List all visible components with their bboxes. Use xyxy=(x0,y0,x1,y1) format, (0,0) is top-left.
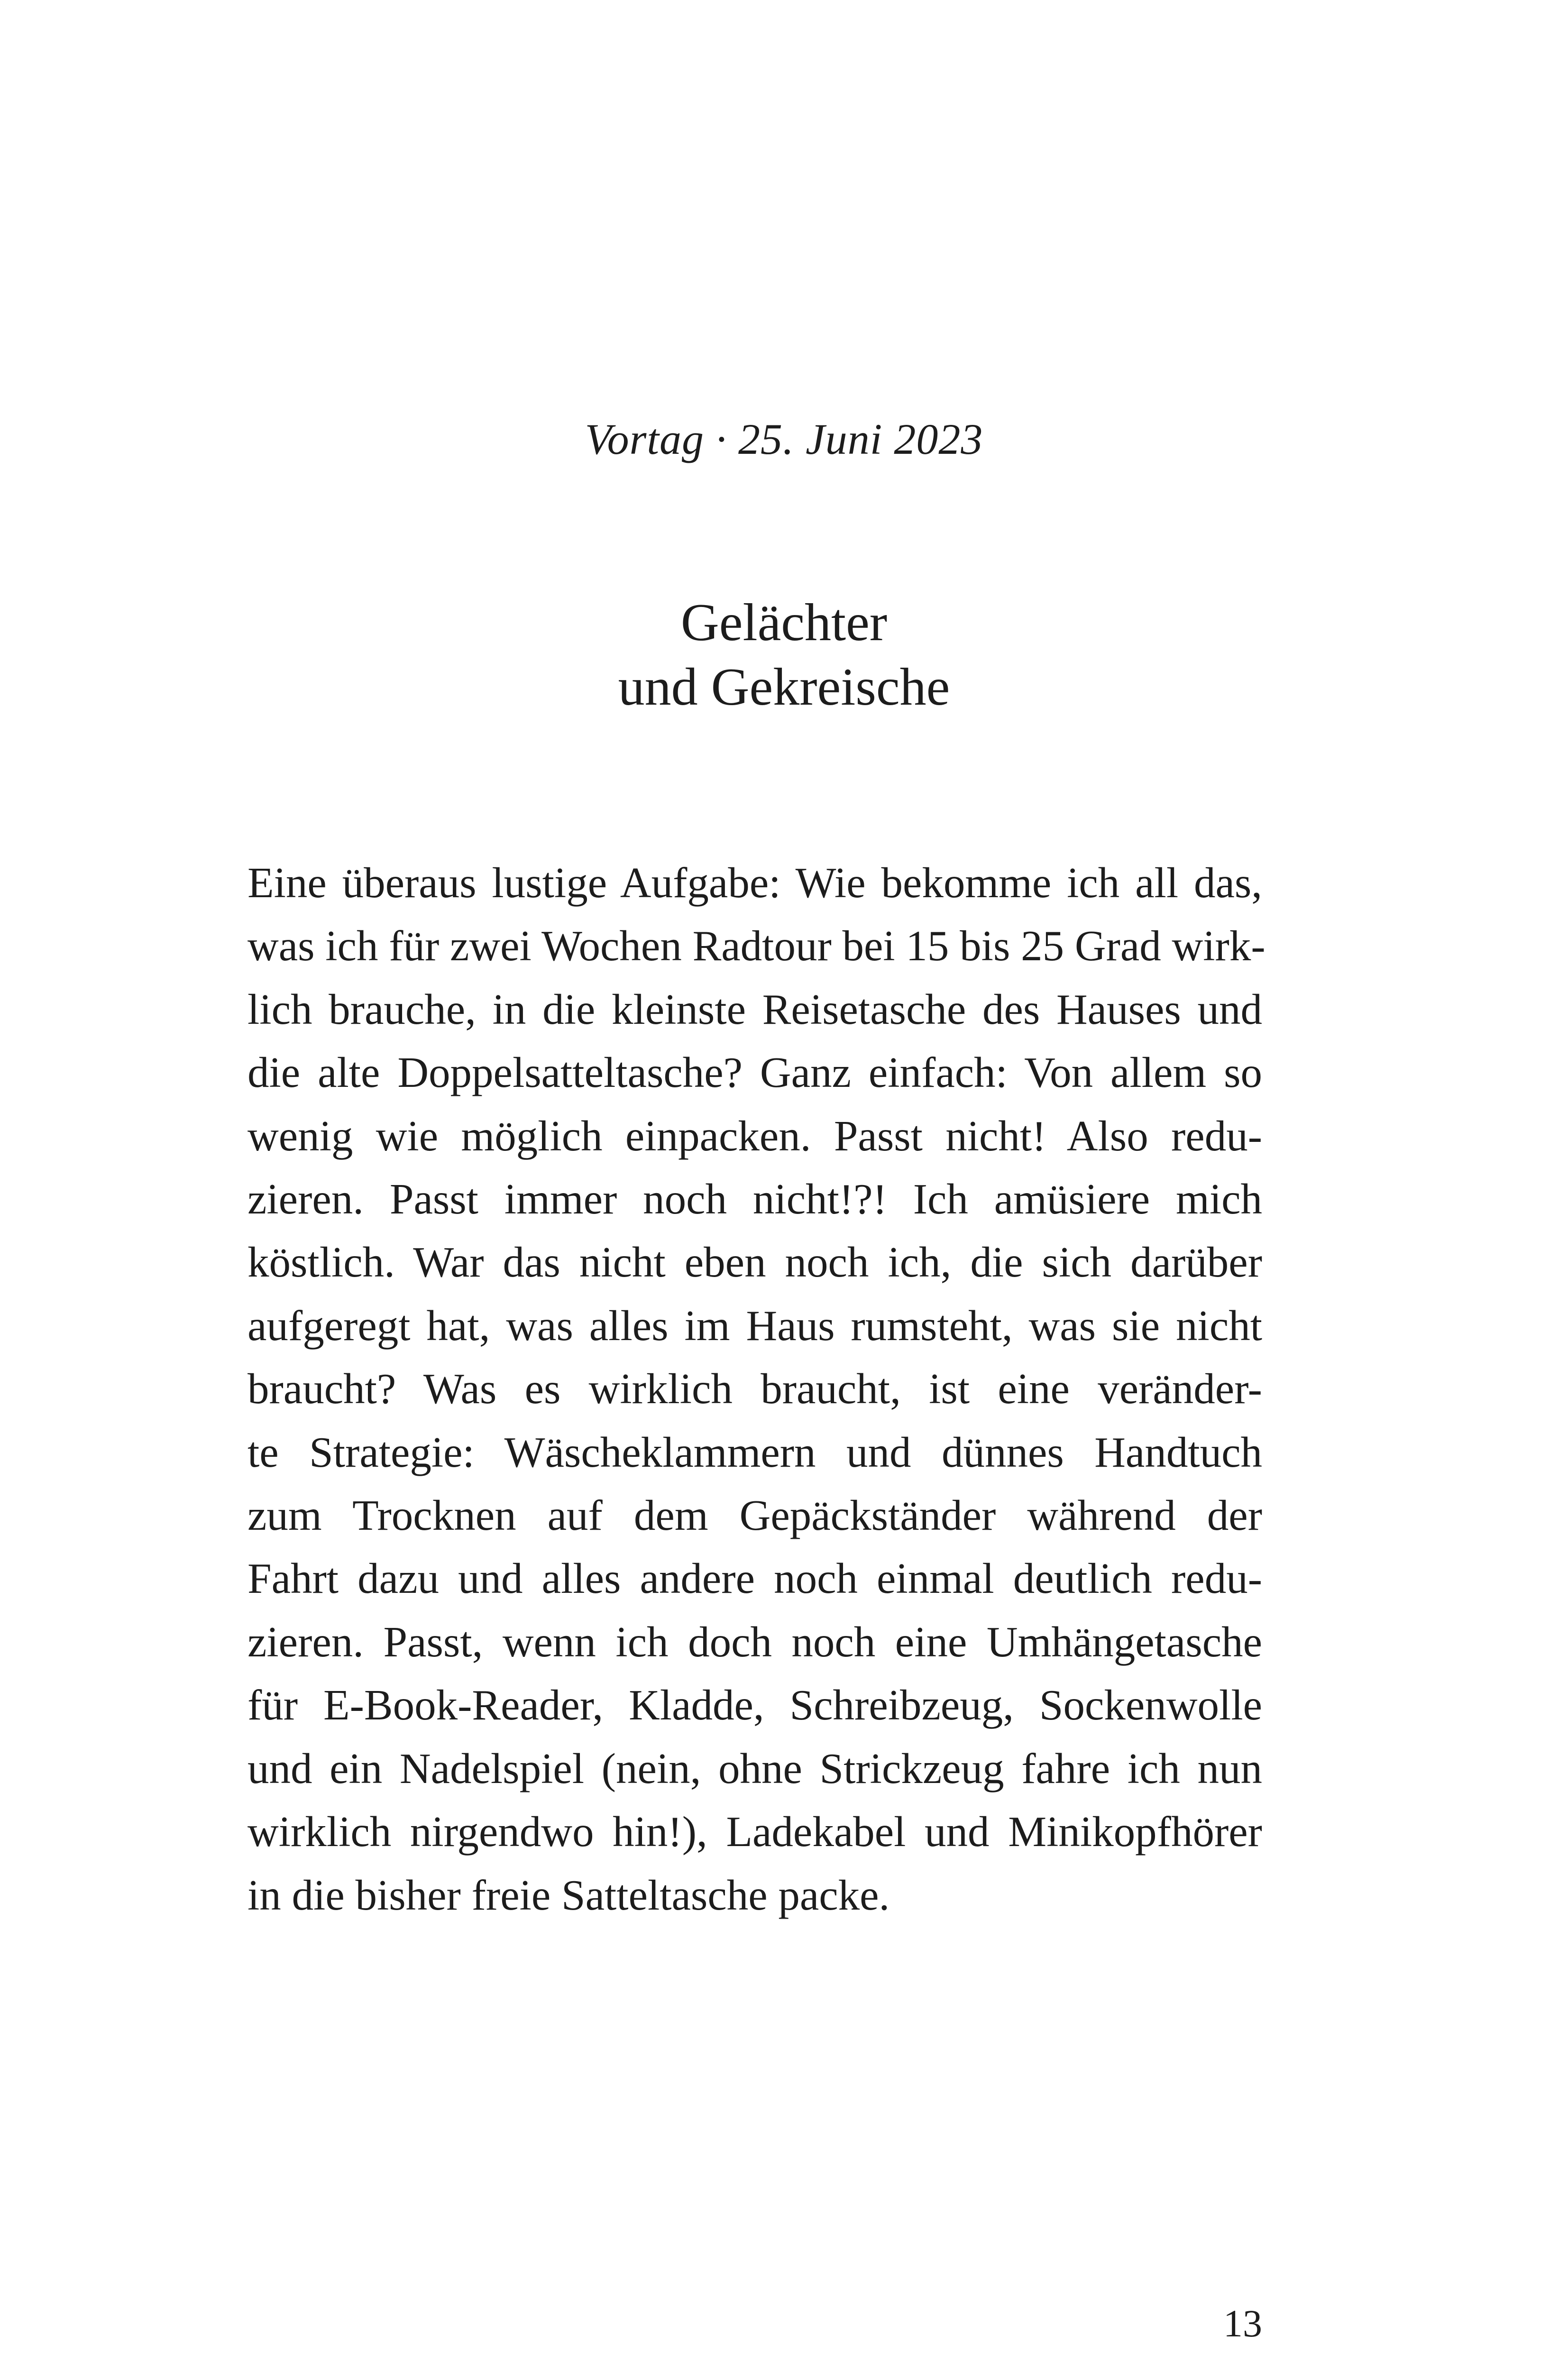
chapter-title-line-1: Gelächter xyxy=(680,593,888,652)
body-paragraph xyxy=(248,851,1265,1927)
body-line: für E-Book-Reader, Kladde, Schreibzeug, Sockenwolle xyxy=(248,1681,1262,1729)
body-line: wirklich nirgendwo hin!), Ladekabel und Minikopfhörer xyxy=(248,1808,1262,1856)
body-line: zieren. Passt immer noch nicht!?! Ich amüsiere mich xyxy=(248,1175,1262,1223)
body-line: te Strategie: Wäscheklammern und dünnes Handtuch xyxy=(248,1428,1262,1476)
body-line: wenig wie möglich einpacken. Passt nicht! Also redu- xyxy=(248,1112,1262,1160)
body-line: was ich für zwei Wochen Radtour bei 15 bis 25 Grad wirk- xyxy=(248,922,1265,970)
body-line: und ein Nadelspiel (nein, ohne Strickzeug fahre ich nun xyxy=(248,1744,1262,1792)
body-line: braucht? Was es wirklich braucht, ist eine veränder- xyxy=(248,1365,1262,1413)
body-line: die alte Doppelsatteltasche? Ganz einfach: Von allem so xyxy=(248,1048,1262,1097)
body-line: in die bisher freie Satteltasche packe. xyxy=(248,1871,890,1919)
body-line: zieren. Passt, wenn ich doch noch eine Umhängetasche xyxy=(248,1617,1262,1666)
body-line: lich brauche, in die kleinste Reisetasche des Hauses und xyxy=(248,985,1262,1033)
body-line: köstlich. War das nicht eben noch ich, die sich darüber xyxy=(248,1238,1262,1287)
page-number: 13 xyxy=(1223,2302,1262,2345)
body-line: Fahrt dazu und alles andere noch einmal deutlich redu- xyxy=(248,1554,1262,1603)
chapter-title-line-2: und Gekreische xyxy=(618,658,950,717)
chapter-dateline: Vortag · 25. Juni 2023 xyxy=(585,415,983,463)
body-line: zum Trocknen auf dem Gepäckständer während der xyxy=(248,1491,1262,1540)
chapter-title xyxy=(0,590,1568,719)
body-line: Eine überaus lustige Aufgabe: Wie bekomme ich all das, xyxy=(248,859,1262,907)
body-line: aufgeregt hat, was alles im Haus rumsteht, was sie nicht xyxy=(248,1301,1262,1350)
